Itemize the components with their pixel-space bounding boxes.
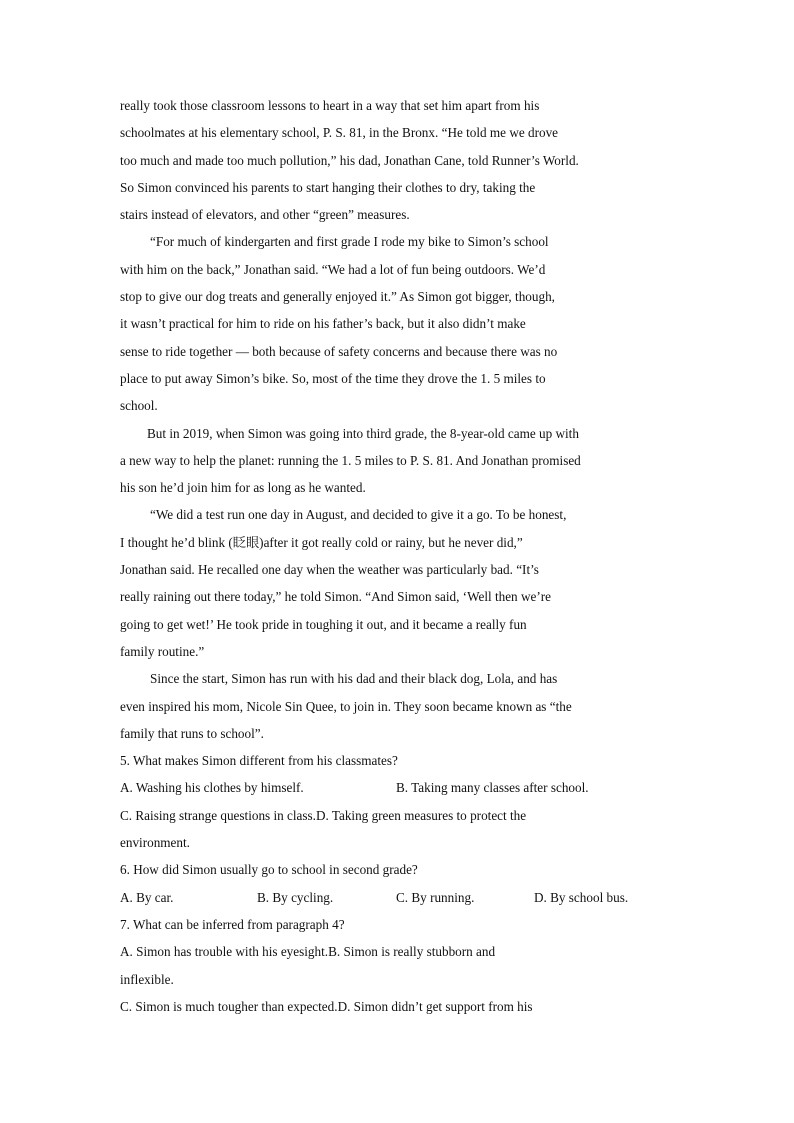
- paragraph-2-line-5: [120, 338, 680, 365]
- paragraph-1-line-1: [120, 92, 680, 119]
- text-line: school.: [120, 398, 158, 414]
- paragraph-1-line-3: [120, 147, 680, 174]
- text-line: place to put away Simon’s bike. So, most of the time they drove the 1. 5 miles to: [120, 370, 546, 386]
- text-block: [120, 92, 680, 1020]
- paragraph-4-line-4: [120, 583, 680, 610]
- option-c: C. Raising strange questions in class.: [120, 807, 316, 823]
- option-a: A. Washing his clothes by himself.: [120, 780, 304, 796]
- paragraph-1-line-2: [120, 119, 680, 146]
- text-line: schoolmates at his elementary school, P. S. 81, in the Bronx. “He told me we drove: [120, 125, 559, 141]
- text-line: really took those classroom lessons to heart in a way that set him apart from his: [120, 98, 540, 113]
- question-6-stem: [120, 856, 680, 883]
- question-6-options-row: [120, 884, 680, 911]
- paragraph-4-line-6: [120, 638, 680, 665]
- option-b: B. Taking many classes after school.: [396, 780, 589, 796]
- option-b-continued: inflexible.: [120, 971, 174, 987]
- question-5-options-row-2: [120, 802, 680, 829]
- question-7-options-row-3: [120, 993, 680, 1020]
- option-b: B. Simon is really stubborn and: [328, 944, 496, 960]
- paragraph-2-line-4: [120, 310, 680, 337]
- question-5-stem: [120, 747, 680, 774]
- text-line: stop to give our dog treats and generally enjoyed it.” As Simon got bigger, though,: [120, 289, 555, 305]
- question-stem: 7. What can be inferred from paragraph 4?: [120, 916, 345, 932]
- option-d-continued: environment.: [120, 835, 190, 851]
- text-line: stairs instead of elevators, and other “green” measures.: [120, 207, 410, 223]
- text-line: with him on the back,” Jonathan said. “We had a lot of fun being outdoors. We’d: [120, 261, 546, 277]
- question-7-options-row-1: [120, 938, 680, 965]
- paragraph-1-line-4: [120, 174, 680, 201]
- option-a: A. Simon has trouble with his eyesight.: [120, 944, 329, 960]
- option-a: A. By car.: [120, 889, 174, 905]
- option-b: B. By cycling.: [257, 889, 334, 905]
- paragraph-4-line-3: [120, 556, 680, 583]
- text-line: going to get wet!’ He took pride in toughing it out, and it became a really fun: [120, 616, 527, 632]
- option-d: D. By school bus.: [534, 889, 629, 905]
- text-line: a new way to help the planet: running the 1. 5 miles to P. S. 81. And Jonathan promised: [120, 452, 581, 468]
- question-5-options-row-3: [120, 829, 680, 856]
- option-c: C. Simon is much tougher than expected.: [120, 998, 338, 1014]
- text-line: But in 2019, when Simon was going into third grade, the 8-year-old came up with: [147, 425, 579, 441]
- text-line: Since the start, Simon has run with his dad and their black dog, Lola, and has: [150, 671, 558, 687]
- paragraph-2-line-1: [120, 228, 680, 255]
- paragraph-5-line-2: [120, 693, 680, 720]
- paragraph-2-line-6: [120, 365, 680, 392]
- question-stem: 5. What makes Simon different from his classmates?: [120, 753, 398, 769]
- paragraph-5-line-3: [120, 720, 680, 747]
- option-d: D. Taking green measures to protect the: [315, 807, 527, 823]
- option-c: C. By running.: [396, 889, 475, 905]
- text-line: his son he’d join him for as long as he wanted.: [120, 480, 366, 496]
- text-line: too much and made too much pollution,” his dad, Jonathan Cane, told Runner’s World.: [120, 152, 579, 168]
- text-line: “We did a test run one day in August, and decided to give it a go. To be honest,: [150, 507, 567, 523]
- question-5-options-row-1: [120, 774, 680, 801]
- paragraph-3-line-1: [120, 420, 680, 447]
- text-line: Jonathan said. He recalled one day when the weather was particularly bad. “It’s: [120, 562, 539, 578]
- question-7-stem: [120, 911, 680, 938]
- paragraph-2-line-3: [120, 283, 680, 310]
- paragraph-4-line-2: [120, 529, 680, 556]
- text-line: family that runs to school”.: [120, 725, 264, 741]
- option-d: D. Simon didn’t get support from his: [337, 998, 533, 1014]
- paragraph-4-line-1: [120, 501, 680, 528]
- paragraph-2-line-2: [120, 256, 680, 283]
- text-line: family routine.”: [120, 643, 205, 659]
- paragraph-1-line-5: [120, 201, 680, 228]
- text-line: really raining out there today,” he told Simon. “And Simon said, ‘Well then we’re: [120, 589, 551, 605]
- text-line: I thought he’d blink (眨眼)after it got really cold or rainy, but he never did,”: [120, 534, 523, 550]
- question-7-options-row-2: [120, 966, 680, 993]
- text-line: it wasn’t practical for him to ride on his father’s back, but it also didn’t make: [120, 316, 526, 332]
- text-line: even inspired his mom, Nicole Sin Quee, to join in. They soon became known as “the: [120, 698, 572, 714]
- question-stem: 6. How did Simon usually go to school in second grade?: [120, 862, 418, 878]
- text-line: So Simon convinced his parents to start hanging their clothes to dry, taking the: [120, 179, 536, 195]
- text-line: “For much of kindergarten and first grade I rode my bike to Simon’s school: [150, 234, 549, 250]
- paragraph-4-line-5: [120, 611, 680, 638]
- paragraph-2-line-7: [120, 392, 680, 419]
- paragraph-5-line-1: [120, 665, 680, 692]
- text-line: sense to ride together — both because of safety concerns and because there was no: [120, 343, 558, 359]
- paragraph-3-line-2: [120, 447, 680, 474]
- paragraph-3-line-3: [120, 474, 680, 501]
